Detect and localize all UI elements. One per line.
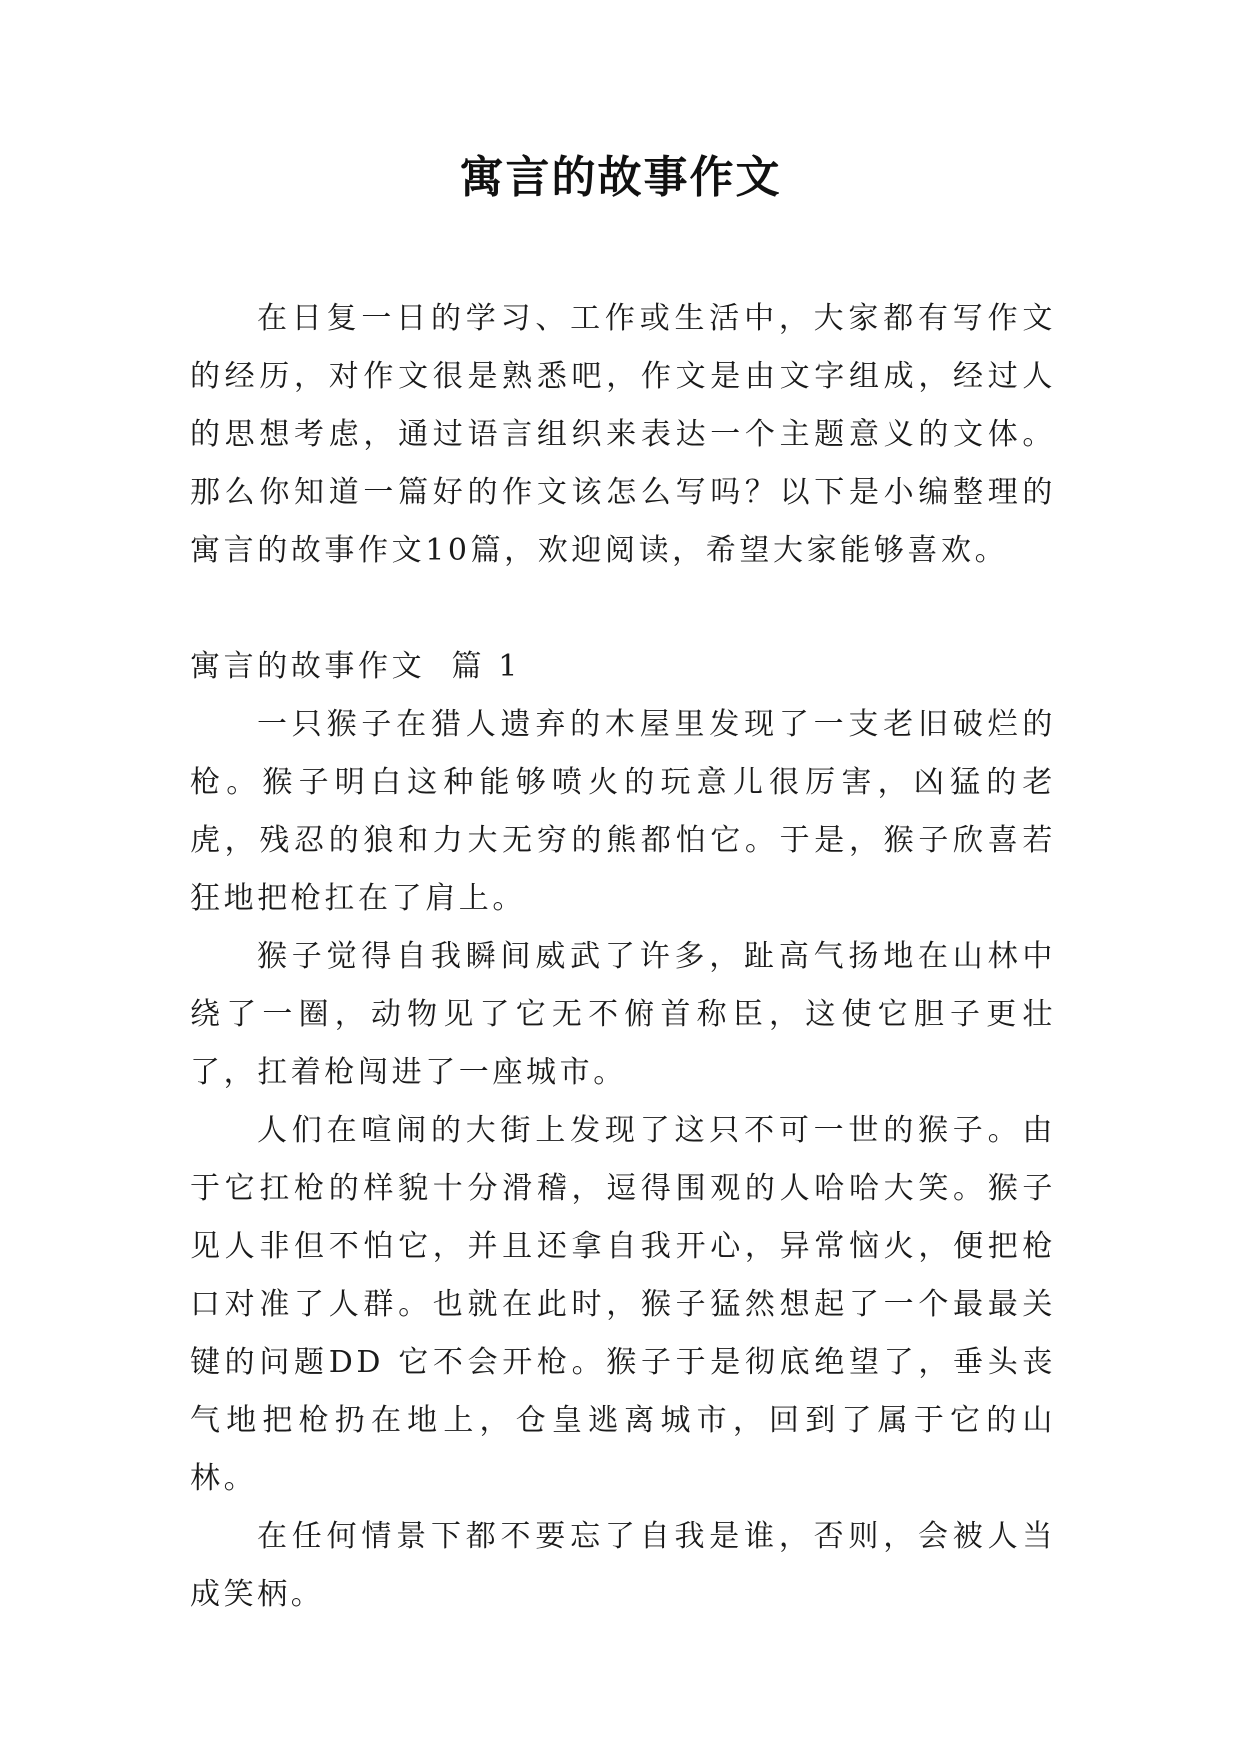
- section-heading: 寓言的故事作文 篇 1: [190, 649, 521, 684]
- story-paragraph: 人们在喧闹的大街上发现了这只不可一世的猴子。由于它扛枪的样貌十分滑稽，逗得围观的人哈哈大笑。猴子见人非但不怕它，并且还拿自我开心，异常恼火，便把枪口对准了人群。也就在此时，猴子猛然想起了一个最最关键的问题DD 它不会开枪。猴子于是彻底绝望了，垂头丧气地把枪扔在地上，仓皇逃离城市，回到了属于它的山林。: [190, 1113, 1056, 1496]
- story-paragraph: 一只猴子在猎人遗弃的木屋里发现了一支老旧破烂的枪。猴子明白这种能够喷火的玩意儿很厉害，凶猛的老虎，残忍的狼和力大无穷的熊都怕它。于是，猴子欣喜若狂地把枪扛在了肩上。: [190, 707, 1056, 916]
- paragraph-gap: [190, 580, 1056, 638]
- document-body: [190, 290, 1056, 1624]
- intro-paragraph: 在日复一日的学习、工作或生活中，大家都有写作文的经历，对作文很是熟悉吧，作文是由文字组成，经过人的思想考虑，通过语言组织来表达一个主题意义的文体。那么你知道一篇好的作文该怎么写吗？以下是小编整理的寓言的故事作文10篇，欢迎阅读，希望大家能够喜欢。: [190, 301, 1056, 568]
- document-title: 寓言的故事作文: [459, 152, 782, 203]
- story-paragraph: 猴子觉得自我瞬间威武了许多，趾高气扬地在山林中绕了一圈，动物见了它无不俯首称臣，这使它胆子更壮了，扛着枪闯进了一座城市。: [190, 939, 1056, 1090]
- story-paragraph: 在任何情景下都不要忘了自我是谁，否则，会被人当成笑柄。: [190, 1519, 1056, 1612]
